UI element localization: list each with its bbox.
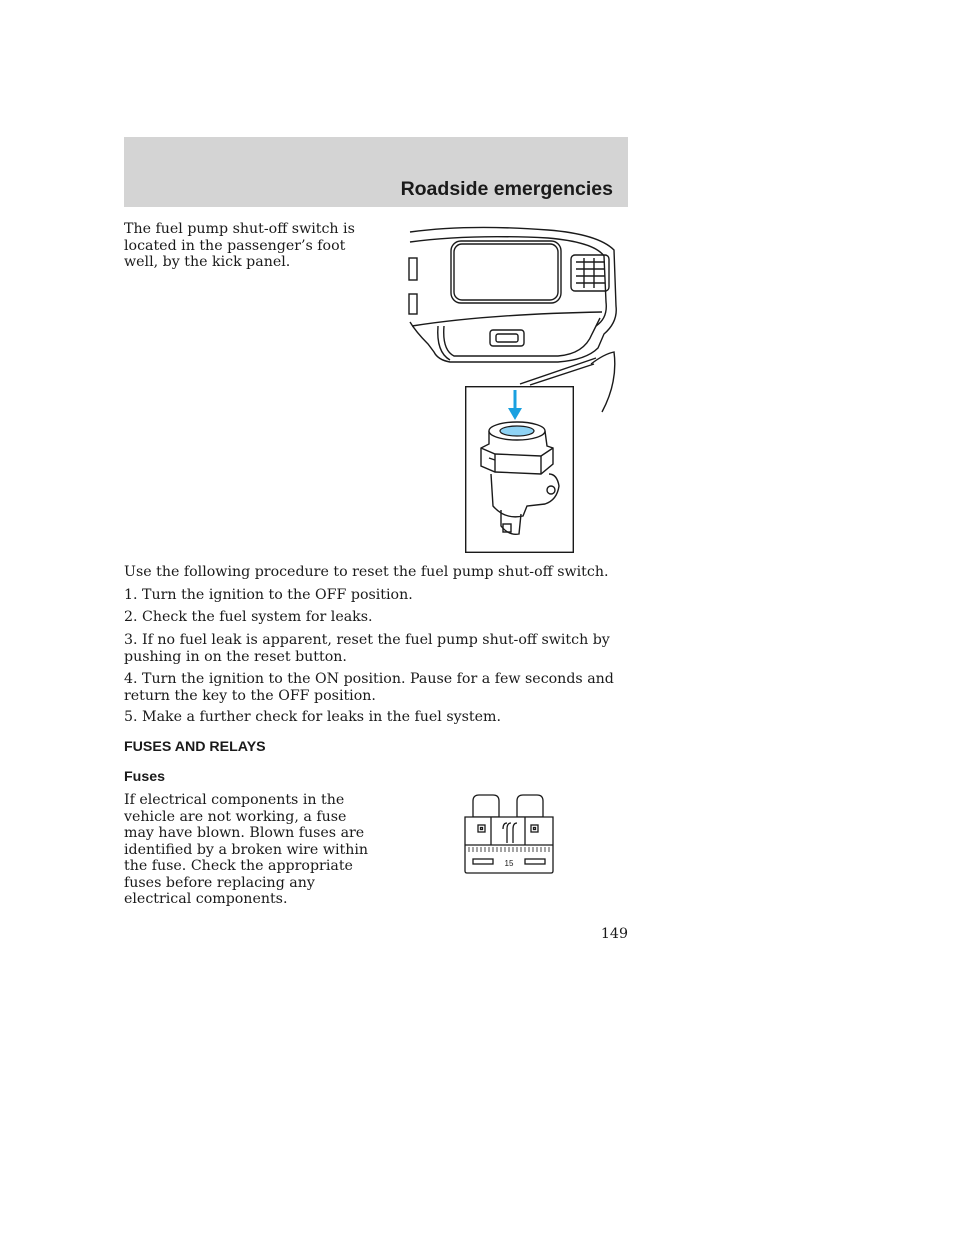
- procedure-step: 3. If no fuel leak is apparent, reset the fuel pump shut-off switch by pushing in on the reset button.: [124, 632, 610, 665]
- shutoff-switch-illustration: [465, 386, 574, 553]
- fuses-subheading: Fuses: [124, 769, 166, 785]
- page-number: 149: [600, 926, 628, 942]
- procedure-step: 1. Turn the ignition to the OFF position.: [124, 587, 413, 603]
- reset-button: [500, 426, 534, 436]
- fuse-rating-label: 15: [504, 859, 514, 868]
- fuses-and-relays-heading: FUSES AND RELAYS: [124, 739, 266, 755]
- procedure-step: 4. Turn the ignition to the ON position. Pause for a few seconds and return the key to the OFF position.: [124, 671, 614, 704]
- intro-paragraph: The fuel pump shut-off switch is located in the passenger’s foot well, by the kick panel.: [124, 221, 355, 270]
- blade-fuse-illustration: [463, 795, 555, 875]
- procedure-step: 2. Check the fuel system for leaks.: [124, 609, 373, 625]
- fuses-paragraph: If electrical components in the vehicle are not working, a fuse may have blown. Blown fuses are identified by a broken wire within the fuse. Check the appropriate fuses before replacing any electrical components.: [124, 792, 369, 907]
- section-header-band: [124, 137, 628, 207]
- procedure-step: 5. Make a further check for leaks in the fuel system.: [124, 709, 501, 725]
- section-title: Roadside emergencies: [400, 178, 613, 200]
- procedure-intro: Use the following procedure to reset the fuel pump shut-off switch.: [124, 564, 609, 580]
